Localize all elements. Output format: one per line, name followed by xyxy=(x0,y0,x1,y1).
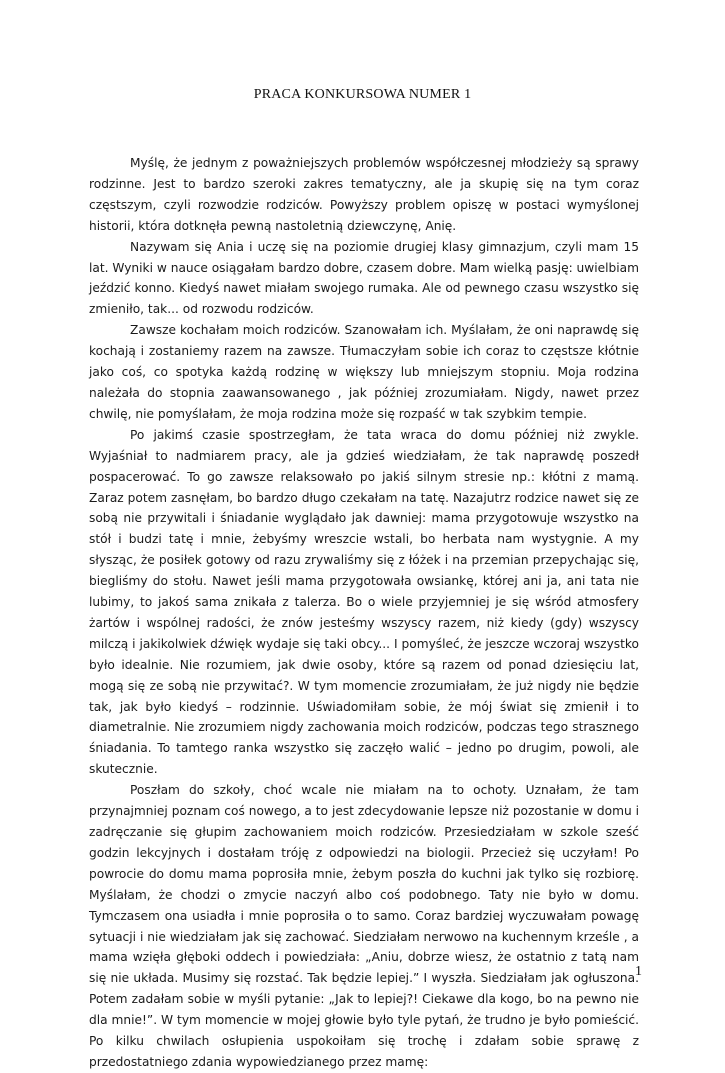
page-number: 1 xyxy=(635,964,642,979)
paragraph: Myślę, że jednym z poważniejszych problemów współczesnej młodzieży są sprawy rodzinne. Jest to bardzo szeroki zakres tematyczny, ale ja skupię się na tym coraz częstszym, czyli rozwodzie rodziców. Powyższy problem opiszę w postaci wymyślonej historii, która dotknęła pewną nastoletnią dziewczynę, Anię. xyxy=(89,156,639,233)
paragraph: Poszłam do szkoły, choć wcale nie miałam na to ochoty. Uznałam, że tam przynajmniej poznam coś nowego, a to jest zdecydowanie lepsze niż pozostanie w domu i zadręczanie się głupim zachowaniem moich rodziców. Przesiedziałam w szkole sześć godzin lekcyjnych i dostałam tróję z odpowiedzi na biologii. Przecież się uczyłam! Po powrocie do domu mama poprosiła mnie, żebym poszła do kuchni jak tylko się rozbiorę. Myślałam, że chodzi o zmycie naczyń albo coś podobnego. Taty nie było w domu. Tymczasem ona usiadła i mnie poprosiła o to samo. Coraz bardziej wyczuwałam powagę sytuacji i nie wiedziałam jak się zachować. Siedziałam nerwowo na kuchennym krześle , a mama wzięła głęboki oddech i powiedziała: „Aniu, dobrze wiesz, że ostatnio z tatą nam się nie układa. Musimy się rozstać. Tak będzie lepiej.” I wyszła. Siedziałam jak ogłuszona. Potem zadałam sobie w myśli pytanie: „Jak to lepiej?! Ciekawe dla kogo, bo na pewno nie dla mnie!”. W tym momencie w mojej głowie było tyle pytań, że trudno je było pomieścić. Po kilku chwilach osłupienia uspokoiłam się trochę i zdałam sobie sprawę z przedostatniego zdania wypowiedzianego przez mamę: xyxy=(89,783,639,1069)
document-body xyxy=(89,153,639,1073)
paragraph: Zawsze kochałam moich rodziców. Szanowałam ich. Myślałam, że oni naprawdę się kochają i zostaniemy razem na zawsze. Tłumaczyłam sobie ich coraz to częstsze kłótnie jako coś, co spotyka każdą rodzinę w większy lub mniejszym stopniu. Moja rodzina należała do stopnia zaawansowanego , jak później zrozumiałam. Nigdy, nawet przez chwilę, nie pomyślałam, że moja rodzina może się rozpaść w tak szybkim tempie. xyxy=(89,323,639,421)
paragraph: Nazywam się Ania i uczę się na poziomie drugiej klasy gimnazjum, czyli mam 15 lat. Wyniki w nauce osiągałam bardzo dobre, czasem dobre. Mam wielką pasję: uwielbiam jeździć konno. Kiedyś nawet miałam swojego rumaka. Ale od pewnego czasu wszystko się zmieniło, tak... od rozwodu rodziców. xyxy=(89,239,639,317)
paragraph: Po jakimś czasie spostrzegłam, że tata wraca do domu później niż zwykle. Wyjaśniał to nadmiarem pracy, ale ja gdzieś wiedziałam, że tak naprawdę poszedł pospacerować. To go zawsze relaksowało po jakiś silnym stresie np.: kłótni z mamą. Zaraz potem zasnęłam, bo bardzo długo czekałam na tatę. Nazajutrz rodzice nawet się ze sobą nie przywitali i śniadanie wyglądało jak dawniej: mama przygotowuje wszystko na stół i budzi tatę i mnie, żebyśmy wreszcie wstali, bo herbata nam wystygnie. A my słysząc, że posiłek gotowy od razu zrywaliśmy się z łóżek i na przemian przepychając się, biegliśmy do stołu. Nawet jeśli mama przygotowała owsiankę, której ani ja, ani tata nie lubimy, to jakoś sama znikała z talerza. Bo o wiele przyjemniej je się wśród atmosfery żartów i wspólnej radości, że znów jesteśmy wszyscy razem, niż kiedy (gdy) wszyscy milczą i jakikolwiek dźwięk wydaje się taki obcy... I pomyśleć, że jeszcze wczoraj wszystko było idealnie. Nie rozumiem, jak dwie osoby, które są razem od ponad dziesięciu lat, mogą się ze sobą nie przywitać?. W tym momencie zrozumiałam, że już nigdy nie będzie tak, jak było kiedyś – rodzinnie. Uświadomiłam sobie, że mój świat się zmienił i to diametralnie. Nie zrozumiem nigdy zachowania moich rodziców, podczas tego strasznego śniadania. To tamtego ranka wszystko się zaczęło walić – jedno po drugim, powoli, ale skutecznie. xyxy=(89,427,639,777)
page-title: PRACA KONKURSOWA NUMER 1 xyxy=(253,87,472,102)
